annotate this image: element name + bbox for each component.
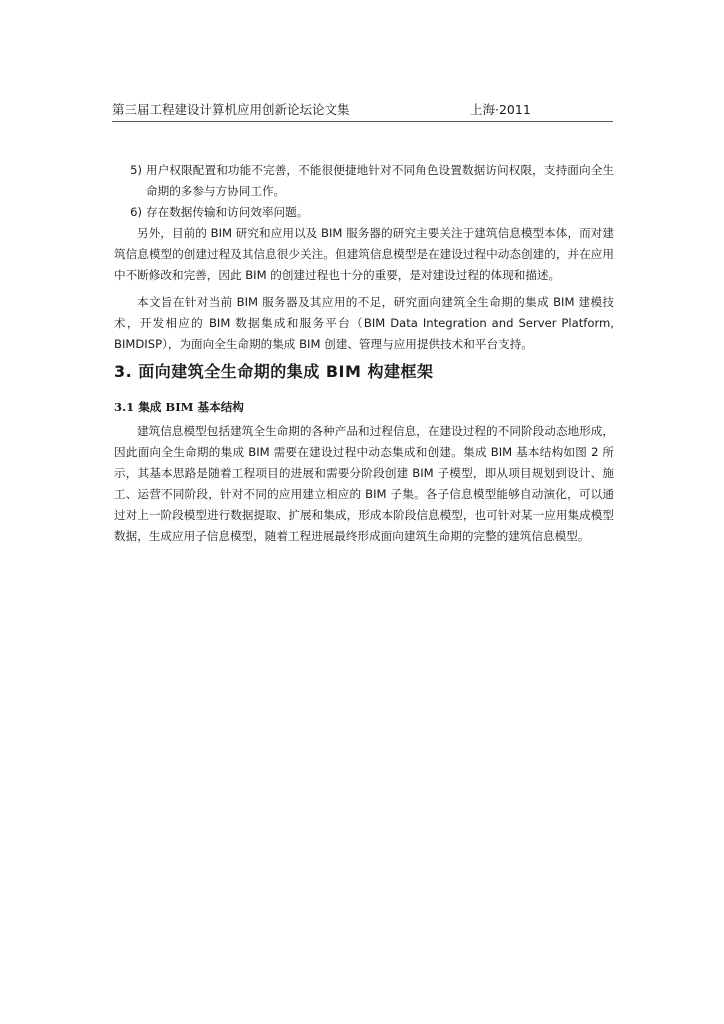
proceedings-title: 第三届工程建设计算机应用创新论坛论文集 bbox=[112, 102, 350, 117]
header-rule bbox=[112, 121, 613, 122]
list-item bbox=[114, 160, 614, 202]
list-item-number: 6) bbox=[130, 205, 142, 220]
paragraph: 建筑信息模型包括建筑全生命期的各种产品和过程信息，在建设过程的不同阶段动态地形成，因此面向全生命期的集成 BIM 需要在建设过程中动态集成和创建。集成 BIM 基本结构如图 2 所示，其基本思路是随着工程项目的进展和需要分阶段创建 BIM 子模型，即从项目规划到设计、施工、运营不同阶段，针对不同的应用建立相应的 BIM 子集。各子信息模型能够自动演化，可以通过对上一阶段模型进行数据提取、扩展和集成，形成本阶段信息模型，也可针对某一应用集成模型数据，生成应用子信息模型，随着工程进展最终形成面向建筑生命期的完整的建筑信息模型。 bbox=[114, 423, 614, 544]
list-item bbox=[114, 202, 614, 223]
paragraph: 本文旨在针对当前 BIM 服务器及其应用的不足，研究面向建筑全生命期的集成 BIM 建模技术，开发相应的 BIM 数据集成和服务平台（BIM Data Integration and Server Platform, BIMDISP），为面向全生命期的集成 BIM 创建、管理与应用提供技术和平台支持。 bbox=[114, 294, 614, 351]
list-item-number: 5) bbox=[130, 163, 142, 177]
section-heading: 3. 面向建筑全生命期的集成 BIM 构建框架 bbox=[114, 361, 434, 381]
list-item-text: 用户权限配置和功能不完善，不能很便捷地针对不同角色设置数据访问权限，支持面向全生命期的多参与方协同工作。 bbox=[146, 163, 614, 199]
list-item-text: 存在数据传输和访问效率问题。 bbox=[146, 205, 309, 220]
location-year: 上海·2011 bbox=[470, 102, 531, 117]
body-text bbox=[114, 160, 614, 547]
running-header bbox=[112, 101, 612, 119]
subsection-heading: 3.1 集成 BIM 基本结构 bbox=[114, 399, 244, 414]
paragraph: 另外，目前的 BIM 研究和应用以及 BIM 服务器的研究主要关注于建筑信息模型本体，而对建筑信息模型的创建过程及其信息很少关注。但建筑信息模型是在建设过程中动态创建的，并在应用中不断修改和完善，因此 BIM 的创建过程也十分的重要，是对建设过程的体现和描述。 bbox=[114, 226, 614, 283]
